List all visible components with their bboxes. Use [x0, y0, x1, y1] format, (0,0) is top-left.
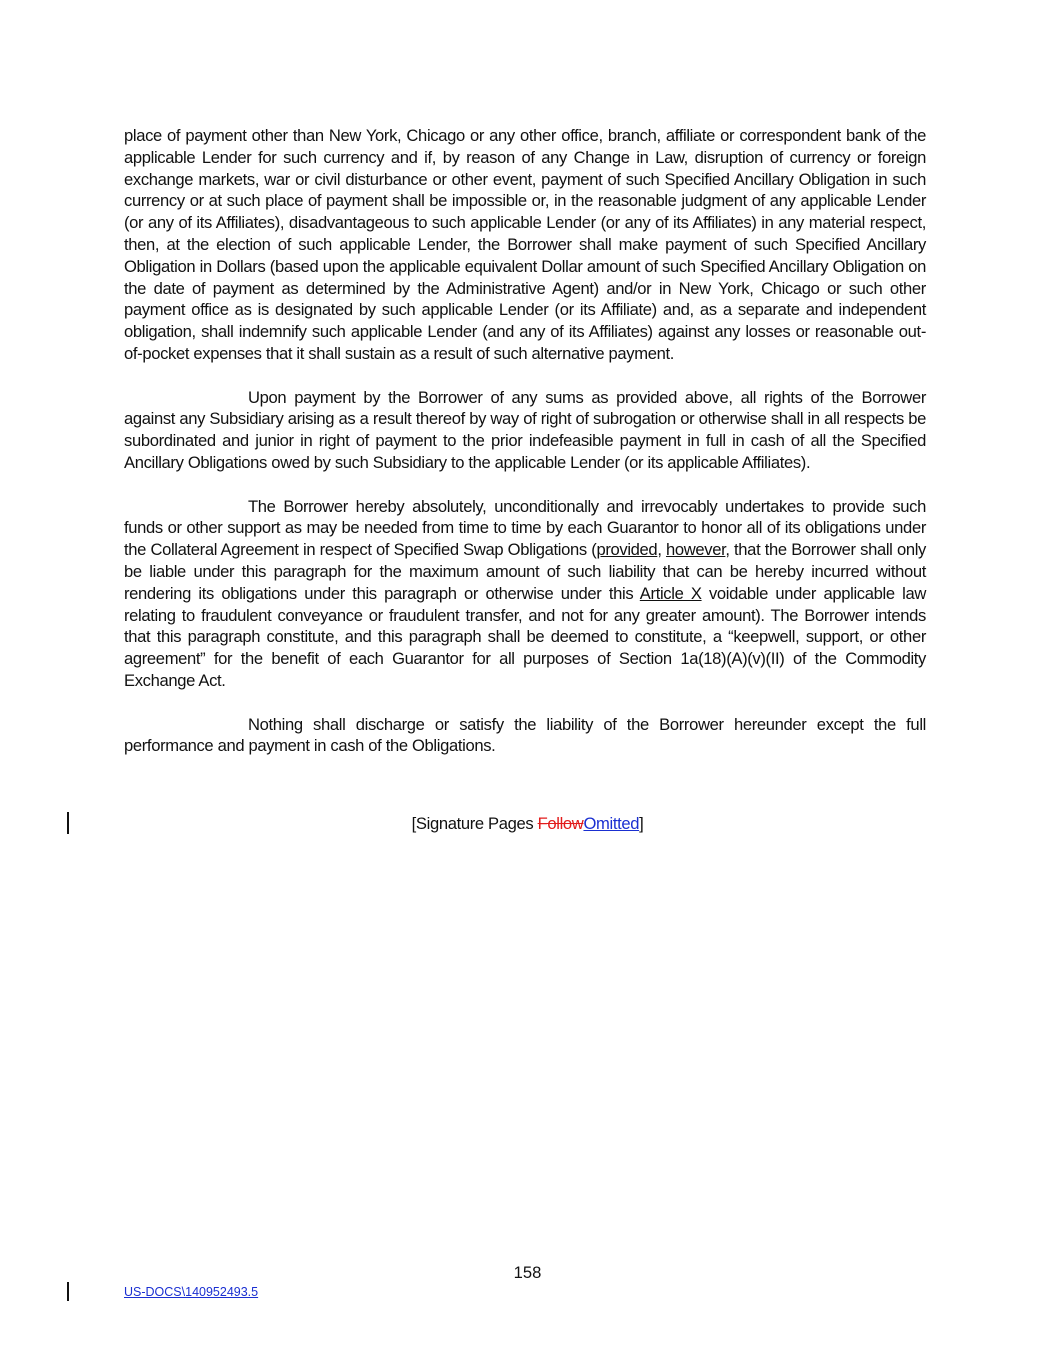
- defined-term-however: however: [666, 540, 726, 560]
- paragraph-subrogation: [124, 387, 926, 474]
- paragraph-text: The Borrower hereby absolutely, unconditionally and irrevocably undertakes to provide such funds or other support as may be needed from time to time by each Guarantor to honor all of its obligations under the Collateral Agreement in respect of Specified Swap Obligations (: [124, 496, 926, 560]
- paragraph-text: , that the Borrower shall only be liable under this paragraph for the maximum amount of such liability that can be hereby incurred without rendering its obligations under this paragraph or otherwise under this: [124, 540, 926, 603]
- paragraph-payment-location: [124, 125, 926, 365]
- document-id-link[interactable]: US-DOCS\140952493.5: [124, 1285, 259, 1299]
- paragraph-text: Upon payment by the Borrower of any sums as provided above, all rights of the Borrower against any Subsidiary arising as a result thereof by way of right of subrogation or otherwise shall in all respects be subordinated and junior in right of payment to the prior indefeasible payment in full in cash of all the Specified Ancillary Obligations owed by such Subsidiary to the applicable Lender (or its applicable Affiliates).: [124, 387, 926, 472]
- paragraph-keepwell: [124, 496, 926, 692]
- inserted-text: Omitted: [583, 814, 640, 833]
- paragraph-text: voidable under applicable law relating to fraudulent conveyance or fraudulent transfer, and not for any greater amount). The Borrower intends that this paragraph constitute, and this paragraph shall be deemed to constitute, a “keepwell, support, or other agreement” for the benefit of each Guarantor for all purposes of Section 1a(18)(A)(v)(II) of the Commodity Exchange Act.: [124, 583, 926, 690]
- page-number: 158: [513, 1263, 542, 1282]
- signature-prefix: [Signature Pages: [411, 814, 538, 833]
- paragraph-text: Nothing shall discharge or satisfy the liability of the Borrower hereunder except the full performance and payment in cash of the Obligations.: [124, 714, 926, 756]
- signature-pages-note: [0, 813, 1055, 835]
- deleted-text: Follow: [537, 814, 584, 833]
- defined-term-provided: provided: [596, 540, 658, 560]
- article-reference: Article X: [639, 583, 702, 603]
- paragraph-text: place of payment other than New York, Chicago or any other office, branch, affiliate or correspondent bank of the applicable Lender for such currency and if, by reason of any Change in Law, disruption of currency or foreign exchange markets, war or civil disturbance or other event, payment of such Specified Ancillary Obligation in such currency or at such place of payment shall be impossible or, in the reasonable judgment of any applicable Lender (or any of its Affiliates), disadvantageous to such applicable Lender (or any of its Affiliates) in any material respect, then, at the election of such applicable Lender, the Borrower shall make payment of such Specified Ancillary Obligation in Dollars (based upon the applicable equivalent Dollar amount of such Specified Ancillary Obligation on the date of payment as determined by the Administrative Agent) and/or in New York, Chicago or such other payment office as is designated by such applicable Lender (or its Affiliate) and, as a separate and independent obligation, shall indemnify such applicable Lender (and any of its Affiliates) against any losses or reasonable out-of-pocket expenses that it shall sustain as a result of such alternative payment.: [124, 126, 926, 363]
- paragraph-discharge: [124, 714, 926, 758]
- revision-change-bar: [67, 1282, 69, 1301]
- paragraph-text: ,: [657, 540, 666, 560]
- document-body: [124, 125, 926, 779]
- signature-suffix: ]: [639, 814, 644, 833]
